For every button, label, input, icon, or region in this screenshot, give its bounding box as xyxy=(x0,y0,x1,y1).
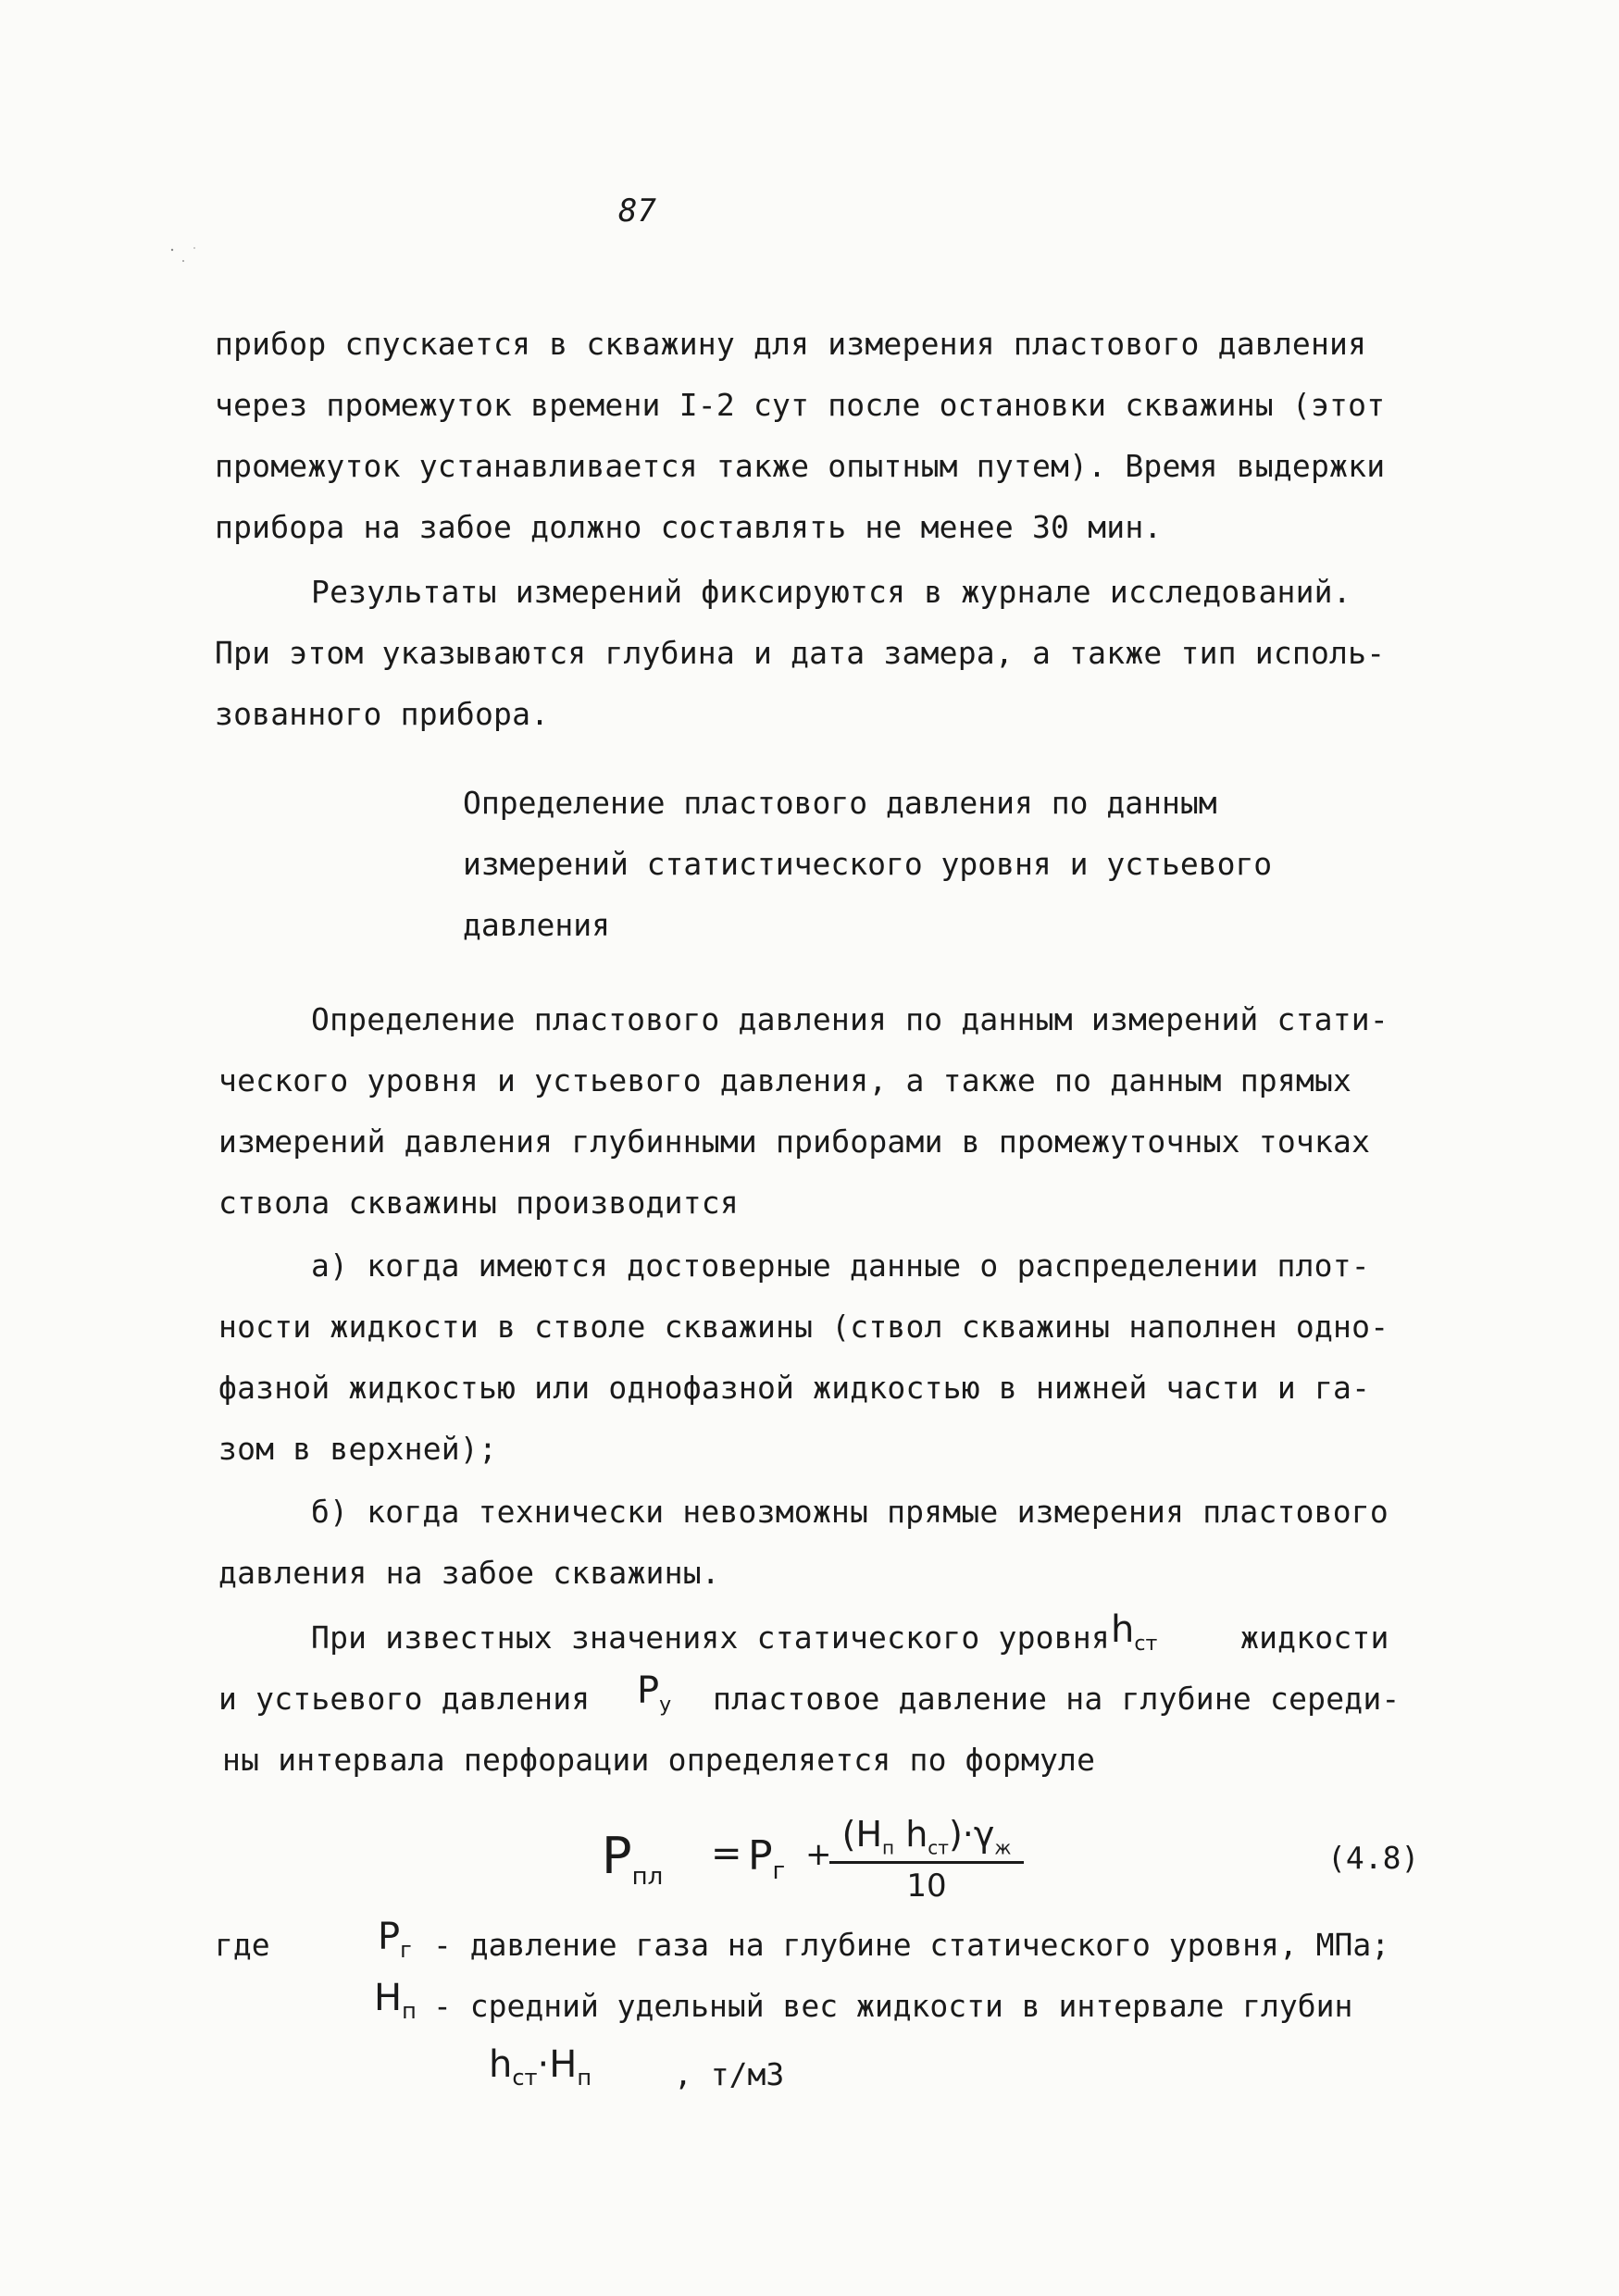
equation-number: (4.8) xyxy=(1327,1840,1420,1876)
page-number: 87 xyxy=(618,192,656,230)
paragraph-1-line-3: промежуток устанавливается также опытным путем). Время выдержки xyxy=(215,448,1386,484)
item-b-line-1: б) когда технически невозможны прямые измерения пластового xyxy=(311,1494,1389,1530)
formula-4-8 xyxy=(602,1814,1027,1916)
formula-numerator: ($H_п$ $h_{ст})\cdot\gamma_ж$ xyxy=(829,1814,1024,1864)
paragraph-3-line-4: ствола скважины производится xyxy=(218,1185,739,1221)
item-a-line-4: зом в верхней); xyxy=(218,1431,498,1467)
paragraph-2-line-2: При этом указываются глубина и дата замера, а также тип исполь- xyxy=(215,635,1386,671)
paragraph-3-line-3: измерений давления глубинными приборами в промежуточных точках xyxy=(218,1123,1371,1160)
paragraph-4-line-2-start: и устьевого давления xyxy=(218,1681,591,1717)
definition-1-text: - давление газа на глубине статического уровня, МПа; xyxy=(433,1927,1390,1963)
definition-2-text: - средний удельный вес жидкости в интервале глубин xyxy=(433,1988,1353,2024)
formula-denominator: 10 xyxy=(906,1867,947,1905)
paragraph-1-line-4: прибора на забое должно составлять не менее 30 мин. xyxy=(215,509,1163,545)
paragraph-4-line-1-end: жидкости xyxy=(1240,1620,1389,1656)
paragraph-1-line-2: через промежуток времени I-2 сут после остановки скважины (этот xyxy=(215,387,1386,423)
definition-3-expression: $h_{ст}\cdot H_п$ xyxy=(489,2043,592,2091)
formula-pg: $P_г$ xyxy=(748,1832,786,1885)
paragraph-2-line-1: Результаты измерений фиксируются в журнале исследований. xyxy=(311,574,1351,610)
paragraph-4-line-2-end: пластовое давление на глубине середи- xyxy=(713,1681,1401,1717)
item-a-line-1: а) когда имеются достоверные данные о распределении плот- xyxy=(311,1247,1370,1284)
section-heading-line-3: давления xyxy=(463,907,610,943)
section-heading-line-1: Определение пластового давления по данным xyxy=(463,785,1217,821)
definitions-where-label: где xyxy=(215,1927,270,1963)
formula-equals: = xyxy=(711,1832,742,1875)
definition-1-symbol: $P_г$ xyxy=(378,1916,412,1963)
paragraph-4-line-1-start: При известных значениях статического уровня xyxy=(311,1620,1110,1656)
formula-lhs: $P_{пл}$ xyxy=(602,1827,664,1891)
definition-2-symbol: $H_п$ xyxy=(374,1977,417,2024)
formula-fraction xyxy=(829,1814,1024,1905)
item-b-line-2: давления на забое скважины. xyxy=(218,1555,720,1591)
item-a-line-3: фазной жидкостью или однофазной жидкостью в нижней части и га- xyxy=(218,1370,1371,1406)
paragraph-4-line-3: ны интервала перфорации определяется по формуле xyxy=(222,1742,1096,1778)
symbol-p-u: $P_у$ xyxy=(637,1669,672,1717)
scan-speckle xyxy=(167,241,204,278)
paragraph-3-line-2: ческого уровня и устьевого давления, а также по данным прямых xyxy=(218,1062,1352,1098)
formula-plus: + xyxy=(805,1836,832,1873)
item-a-line-2: ности жидкости в стволе скважины (ствол скважины наполнен одно- xyxy=(218,1309,1389,1345)
definition-3-unit: , т/м3 xyxy=(674,2056,785,2092)
paragraph-3-line-1: Определение пластового давления по данным измерений стати- xyxy=(311,1001,1389,1037)
section-heading-line-2: измерений статистического уровня и устьевого xyxy=(463,846,1273,882)
paragraph-2-line-3: зованного прибора. xyxy=(215,696,550,732)
paragraph-1-line-1: прибор спускается в скважину для измерения пластового давления xyxy=(215,326,1367,362)
symbol-h-st: $h_{ст}$ xyxy=(1111,1608,1158,1656)
